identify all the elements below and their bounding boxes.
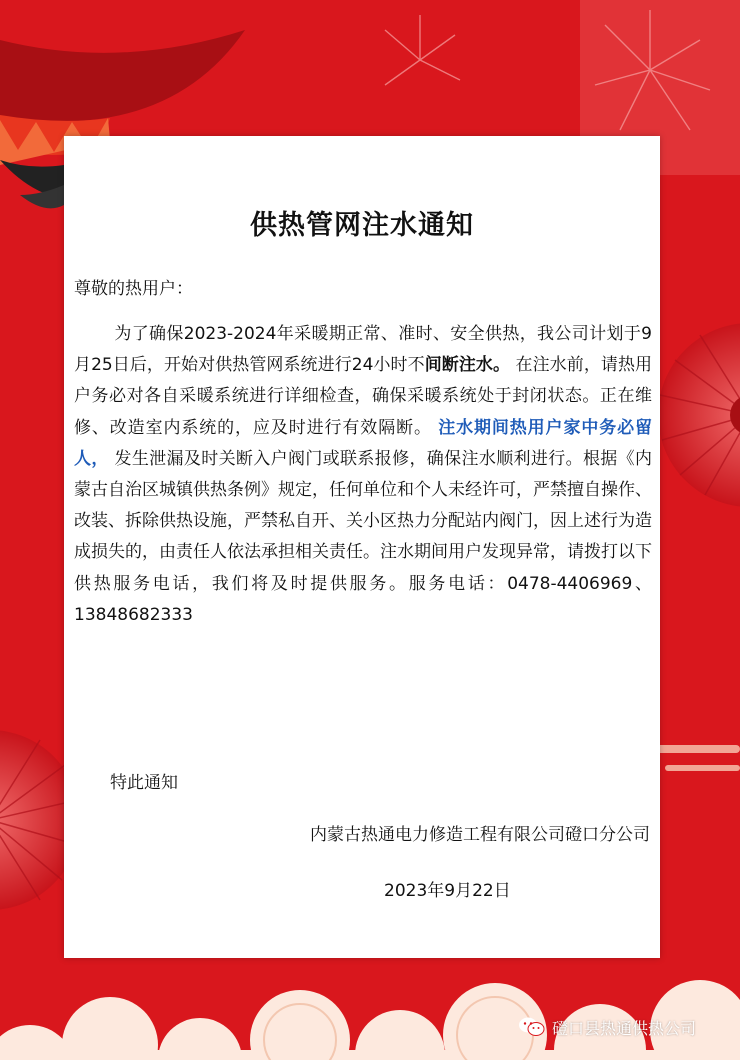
body-part-1: 为了确保2023-2024年采暖期正常、准时、安全供热，我公司计划于9月25日后，开始对供热管网系统进行24小时不: [74, 324, 652, 376]
closing-remark: 特此通知: [110, 773, 178, 793]
account-watermark: [518, 1014, 696, 1040]
body-bold-phrase: 间断注水。: [424, 355, 511, 376]
greeting: 尊敬的热用户：: [74, 279, 193, 299]
company-signature: 内蒙古热通电力修造工程有限公司磴口分公司: [310, 825, 650, 845]
body-part-2: 在注水前，请热用户务必对各自采暖系统进行详细检查，确保采暖系统处于封闭状态。正在维修、改造室内系统的，应及时进行有效隔断。: [74, 355, 653, 438]
watermark-text: 磴口县热通供热公司: [552, 1018, 697, 1038]
body-part-3: 发生泄漏及时关断入户阀门或联系报修，确保注水顺利进行。根据《内蒙古自治区城镇供热条例》规定，任何单位和个人未经许可，严禁擅自操作、改装、拆除供热设施，严禁私自开、关小区热力分配站内阀门，因上述行为造成损失的，由责任人依法承担相关责任。注水期间用户发现异常，请拨打以下供热服务电话，我们将及时提供服务。服务电话：0478-4406969、13848682333: [74, 448, 653, 625]
notice-title: 供热管网注水通知: [250, 210, 474, 241]
notice-date: 2023年9月22日: [384, 881, 511, 901]
notice-paper: [64, 136, 660, 958]
notice-body: [74, 319, 652, 631]
wechat-icon: [518, 1016, 546, 1038]
body-highlight-phrase: 注水期间热用户家中务必留人，: [74, 417, 653, 469]
